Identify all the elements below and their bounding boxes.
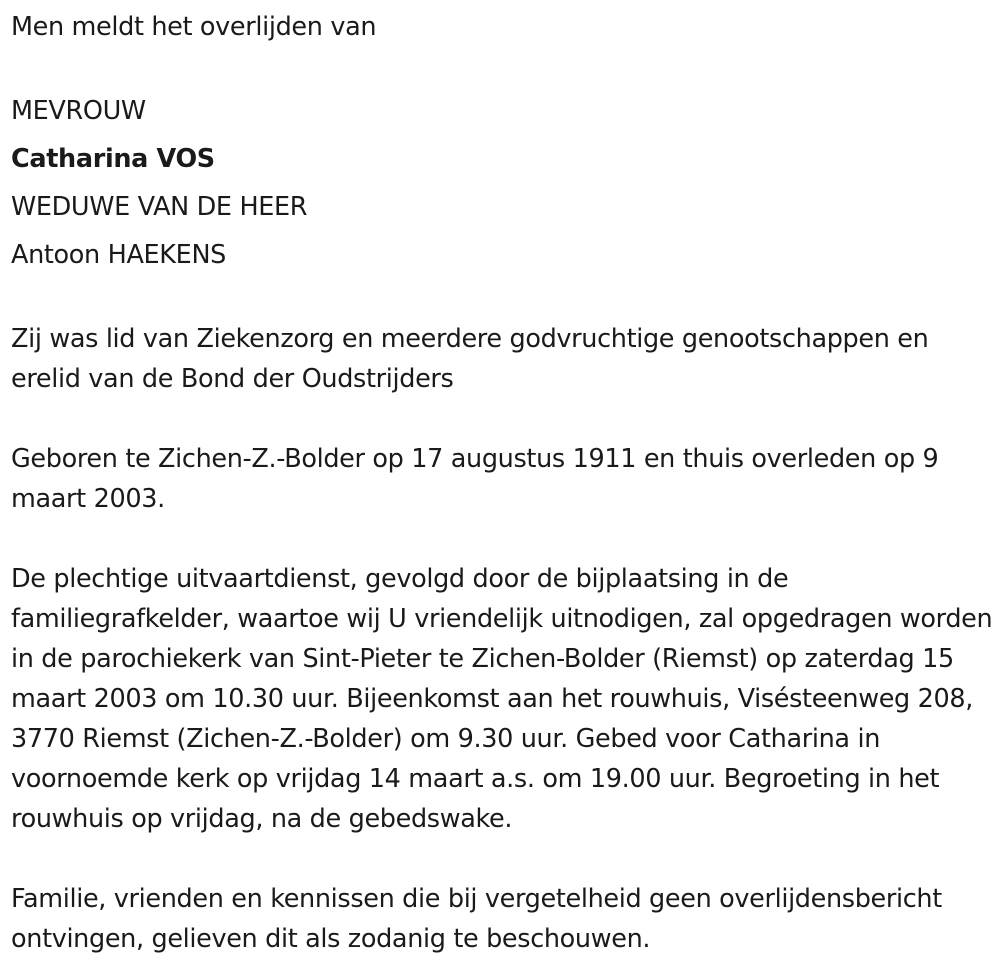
death-notice <box>11 7 996 959</box>
intro-text: Men meldt het overlijden van <box>11 12 377 42</box>
spacer <box>11 279 996 319</box>
spacer <box>11 399 996 439</box>
relation-text: WEDUWE VAN DE HEER <box>11 192 308 222</box>
spacer <box>11 47 996 87</box>
spouse-name: Antoon HAEKENS <box>11 240 227 270</box>
memberships-paragraph: Zij was lid van Ziekenzorg en meerdere godvruchtige genootschappen en erelid van de Bond der Oudstrijders <box>11 324 929 394</box>
spacer <box>11 519 996 559</box>
birth-death-paragraph: Geboren te Zichen-Z.-Bolder op 17 augustus 1911 en thuis overleden op 9 maart 2003. <box>11 444 939 514</box>
honorific: MEVROUW <box>11 96 146 126</box>
funeral-paragraph: De plechtige uitvaartdienst, gevolgd door de bijplaatsing in de familiegrafkelder, waartoe wij U vriendelijk uitnodigen, zal opgedragen worden in de parochiekerk van Sint-Pieter te Zichen-Bolder (Riemst) op zaterdag 15 maart 2003 om 10.30 uur. Bijeenkomst aan het rouwhuis, Visésteenweg 208, 3770 Riemst (Zichen-Z.-Bolder) om 9.30 uur. Gebed voor Catharina in voornoemde kerk op vrijdag 14 maart a.s. om 19.00 uur. Begroeting in het rouwhuis op vrijdag, na de gebedswake. <box>11 564 993 834</box>
closing-paragraph: Familie, vrienden en kennissen die bij vergetelheid geen overlijdensbericht ontvingen, gelieven dit als zodanig te beschouwen. <box>11 884 942 954</box>
spacer <box>11 839 996 879</box>
deceased-name: Catharina VOS <box>11 144 215 174</box>
